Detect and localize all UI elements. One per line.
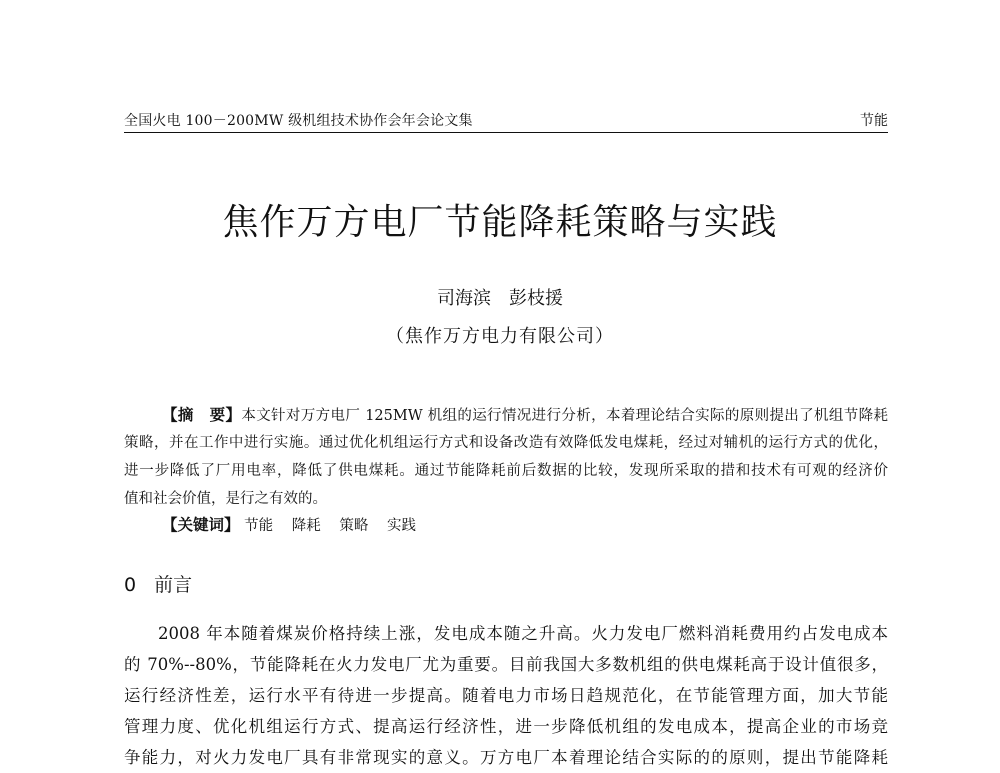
body-line: 运行经济性差，运行水平有待进一步提高。随着电力市场日趋规范化，在节能管理方面，加大节能	[124, 686, 888, 705]
keywords-label: 【关键词】	[162, 515, 240, 534]
running-header	[124, 108, 888, 133]
keyword: 策略	[339, 518, 369, 534]
paper-authors: 司海滨 彭枝援	[437, 288, 563, 309]
running-header-section: 节能	[860, 113, 888, 129]
section-title: 前言	[154, 574, 193, 596]
body-line: 的 70%--80%，节能降耗在火力发电厂尤为重要。目前我国大多数机组的供电煤耗高于设计值很多，	[124, 655, 888, 674]
paper-title: 焦作万方电厂节能降耗策略与实践	[222, 202, 778, 243]
section-body	[124, 618, 888, 773]
keyword: 降耗	[291, 518, 321, 534]
section-heading	[124, 570, 192, 597]
keyword: 实践	[386, 518, 416, 534]
section-number: 0	[124, 574, 137, 596]
body-line: 2008 年本随着煤炭价格持续上涨，发电成本随之升高。火力发电厂燃料消耗费用约占发电成本	[158, 624, 888, 643]
running-header-proceedings-title: 全国火电 100－200MW 级机组技术协作会年会论文集	[124, 113, 473, 129]
body-line: 管理力度、优化机组运行方式、提高运行经济性，进一步降低机组的发电成本，提高企业的市场竞	[124, 717, 888, 736]
abstract-line: 策略，并在工作中进行实施。通过优化机组运行方式和设备改造有效降低发电煤耗，经过对辅机的运行方式的优化，	[124, 435, 888, 451]
abstract-line	[124, 401, 888, 429]
abstract-label: 【摘 要】	[162, 405, 242, 424]
abstract-line: 进一步降低了厂用电率，降低了供电煤耗。通过节能降耗前后数据的比较，发现所采取的措和技术有可观的经济价	[124, 463, 888, 479]
body-line: 争能力，对火力发电厂具有非常现实的意义。万方电厂本着理论结合实际的的原则，提出节能降耗	[124, 748, 888, 767]
abstract-text: 本文针对万方电厂 125MW 机组的运行情况进行分析，本着理论结合实际的原则提出了机组节降耗	[241, 408, 888, 424]
keywords-block	[162, 513, 430, 535]
keyword: 节能	[244, 518, 274, 534]
paper-affiliation: （焦作万方电力有限公司）	[386, 326, 614, 347]
abstract-line: 值和社会价值，是行之有效的。	[124, 491, 327, 507]
abstract-block	[124, 401, 888, 513]
